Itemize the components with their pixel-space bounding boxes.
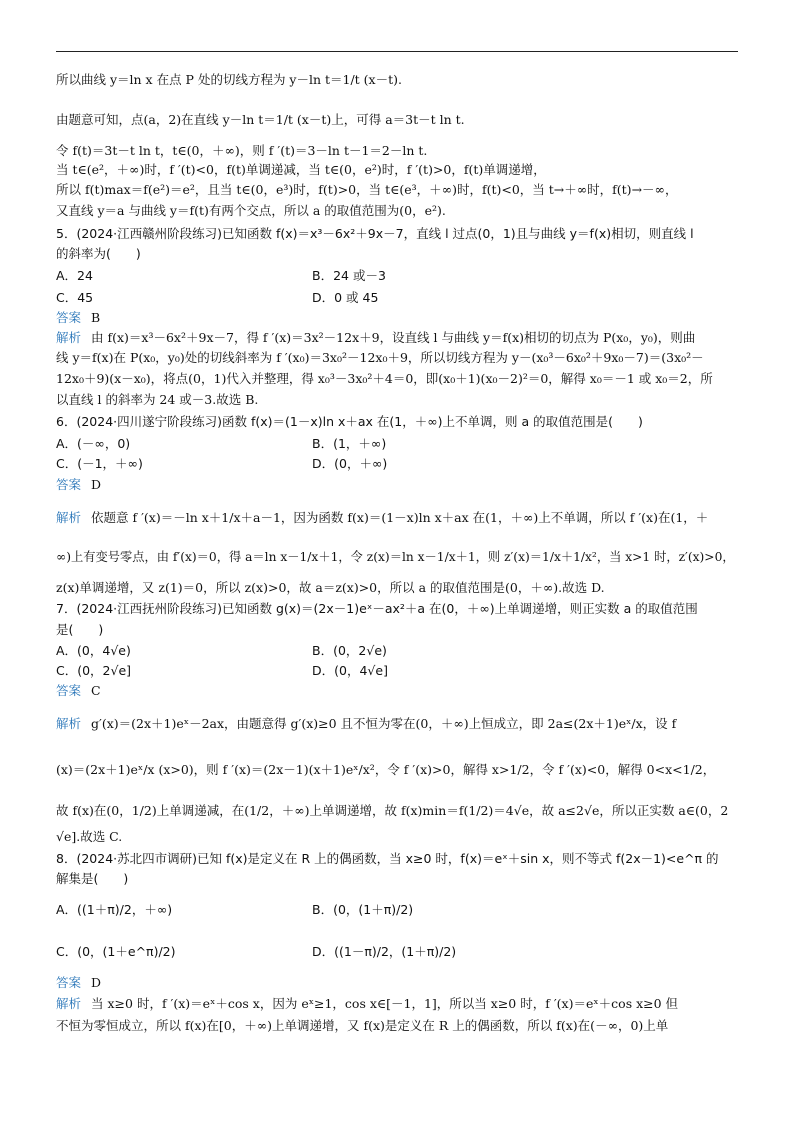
q7-analysis-line-2: (x)＝(2x＋1)eˣ/x (x>0)，则 f ′(x)＝(2x－1)(x＋1)eˣ/x²，令 f ′(x)>0，解得 x>1/2，令 f ′(x)<0，解得 0<x<1/2， — [56, 762, 716, 777]
answer-value: D — [91, 477, 102, 492]
q8-option-d: D．((1－π)/2，(1＋π)/2) — [312, 944, 457, 959]
q7-option-b: B．(0，2√e) — [312, 643, 387, 658]
q6-analysis-line-2: ∞)上有变号零点，由 f′(x)＝0，得 a＝ln x－1/x＋1，令 z(x)＝ln x－1/x＋1，则 z′(x)＝1/x＋1/x²，当 x>1 时，z′(x)>0， — [56, 550, 735, 564]
q7-analysis-text-1: g′(x)＝(2x＋1)eˣ－2ax，由题意得 g′(x)≥0 且不恒为零在(0，＋∞)上恒成立，即 2a≤(2x＋1)eˣ/x，设 f — [91, 716, 677, 731]
q5-analysis-line-3: 12x₀＋9)(x－x₀)，将点(0，1)代入并整理，得 x₀³－3x₀²＋4＝0，即(x₀＋1)(x₀－2)²＝0，解得 x₀＝－1 或 x₀＝2，所 — [56, 371, 713, 386]
q5-analysis-line-4: 以直线 l 的斜率为 24 或－3.故选 B. — [56, 392, 259, 407]
q8-option-c: C．(0，(1＋e^π)/2) — [56, 944, 176, 959]
analysis-label: 解析 — [56, 716, 82, 731]
q6-answer — [56, 477, 101, 493]
q7-option-d: D．(0，4√e] — [312, 663, 388, 678]
answer-value: D — [91, 975, 102, 990]
analysis-label: 解析 — [56, 996, 82, 1011]
q6-analysis-text-1: 依题意 f ′(x)＝－ln x＋1/x＋a－1，因为函数 f(x)＝(1－x)ln x＋ax 在(1，＋∞)上不单调，所以 f ′(x)在(1，＋ — [91, 510, 709, 525]
q8-stem-line-1: 8．(2024·苏北四市调研)已知 f(x)是定义在 R 上的偶函数，当 x≥0 时，f(x)＝eˣ＋sin x，则不等式 f(2x－1)<e^π 的 — [56, 851, 719, 866]
analysis-label: 解析 — [56, 330, 82, 345]
q5-analysis-line-2: 线 y＝f(x)在 P(x₀，y₀)处的切线斜率为 f ′(x₀)＝3x₀²－12x₀＋9，所以切线方程为 y－(x₀³－6x₀²＋9x₀－7)＝(3x₀²－ — [56, 350, 704, 365]
q6-stem-line-1: 6．(2024·四川遂宁阶段练习)函数 f(x)＝(1－x)ln x＋ax 在(1，＋∞)上不单调，则 a 的取值范围是( ) — [56, 414, 643, 429]
q5-option-a: A．24 — [56, 268, 93, 283]
answer-label: 答案 — [56, 683, 82, 698]
q5-option-c: C．45 — [56, 290, 94, 305]
q6-analysis-line-3: z(x)单调递增，又 z(1)＝0，所以 z(x)>0，故 a＝z(x)>0，所以 a 的取值范围是(0，＋∞).故选 D. — [56, 580, 605, 595]
q8-stem-line-2: 解集是( ) — [56, 871, 129, 886]
q6-analysis-line-1 — [56, 510, 708, 526]
q5-analysis-text-1: 由 f(x)＝x³－6x²＋9x－7，得 f ′(x)＝3x²－12x＋9，设直线 l 与曲线 y＝f(x)相切的切点为 P(x₀，y₀)，则曲 — [91, 330, 696, 345]
q6-option-d: D．(0，＋∞) — [312, 456, 388, 471]
q8-answer — [56, 975, 101, 991]
q6-option-a: A．(－∞，0) — [56, 436, 131, 451]
answer-label: 答案 — [56, 975, 82, 990]
preface-line-6: 又直线 y＝a 与曲线 y＝f(t)有两个交点，所以 a 的取值范围为(0，e²). — [56, 203, 446, 218]
answer-label: 答案 — [56, 310, 82, 325]
q7-option-c: C．(0，2√e] — [56, 663, 132, 678]
preface-line-2: 由题意可知，点(a，2)在直线 y－ln t＝1/t (x－t)上，可得 a＝3t－t ln t. — [56, 112, 465, 127]
preface-line-4: 当 t∈(e²，＋∞)时，f ′(t)<0，f(t)单调递减，当 t∈(0，e²)时，f ′(t)>0，f(t)单调递增， — [56, 162, 546, 177]
q7-option-a: A．(0，4√e) — [56, 643, 131, 658]
header-rule — [56, 51, 738, 52]
q5-analysis-line-1 — [56, 330, 695, 346]
q7-analysis-line-1 — [56, 716, 676, 732]
q7-answer — [56, 683, 101, 699]
q8-option-a: A．((1＋π)/2，＋∞) — [56, 902, 173, 917]
q8-analysis-line-2: 不恒为零恒成立，所以 f(x)在[0，＋∞)上单调递增，又 f(x)是定义在 R 上的偶函数，所以 f(x)在(－∞，0)上单 — [56, 1018, 669, 1033]
q6-option-c: C．(－1，＋∞) — [56, 456, 143, 471]
q7-analysis-line-3: 故 f(x)在(0，1/2)上单调递减，在(1/2，＋∞)上单调递增，故 f(x)min＝f(1/2)＝4√e，故 a≤2√e，所以正实数 a∈(0，2 — [56, 803, 729, 818]
q5-option-b: B．24 或－3 — [312, 268, 386, 283]
q8-analysis-line-1 — [56, 996, 678, 1012]
preface-line-5: 所以 f(t)max＝f(e²)＝e²，且当 t∈(0，e³)时，f(t)>0，当 t∈(e³，＋∞)时，f(t)<0，当 t→＋∞时，f(t)→－∞， — [56, 182, 678, 197]
preface-line-3: 令 f(t)＝3t－t ln t，t∈(0，＋∞)，则 f ′(t)＝3－ln t－1＝2－ln t. — [56, 143, 428, 158]
preface-line-1: 所以曲线 y＝ln x 在点 P 处的切线方程为 y－ln t＝1/t (x－t). — [56, 72, 402, 87]
q5-stem-line-1: 5．(2024·江西赣州阶段练习)已知函数 f(x)＝x³－6x²＋9x－7，直线 l 过点(0，1)且与曲线 y＝f(x)相切，则直线 l — [56, 226, 694, 241]
q6-option-b: B．(1，＋∞) — [312, 436, 387, 451]
q5-option-d: D．0 或 45 — [312, 290, 379, 305]
q8-analysis-text-1: 当 x≥0 时，f ′(x)＝eˣ＋cos x，因为 eˣ≥1，cos x∈[－1，1]，所以当 x≥0 时，f ′(x)＝eˣ＋cos x≥0 但 — [91, 996, 679, 1011]
answer-label: 答案 — [56, 477, 82, 492]
q8-option-b: B．(0，(1＋π)/2) — [312, 902, 414, 917]
q7-stem-line-1: 7．(2024·江西抚州阶段练习)已知函数 g(x)＝(2x－1)eˣ－ax²＋a 在(0，＋∞)上单调递增，则正实数 a 的取值范围 — [56, 601, 698, 616]
q7-analysis-line-4: √e].故选 C. — [56, 829, 123, 844]
q5-stem-line-2: 的斜率为( ) — [56, 246, 141, 261]
answer-value: C — [91, 683, 101, 698]
q7-stem-line-2: 是( ) — [56, 622, 104, 637]
q5-answer — [56, 310, 100, 326]
answer-value: B — [91, 310, 101, 325]
analysis-label: 解析 — [56, 510, 82, 525]
